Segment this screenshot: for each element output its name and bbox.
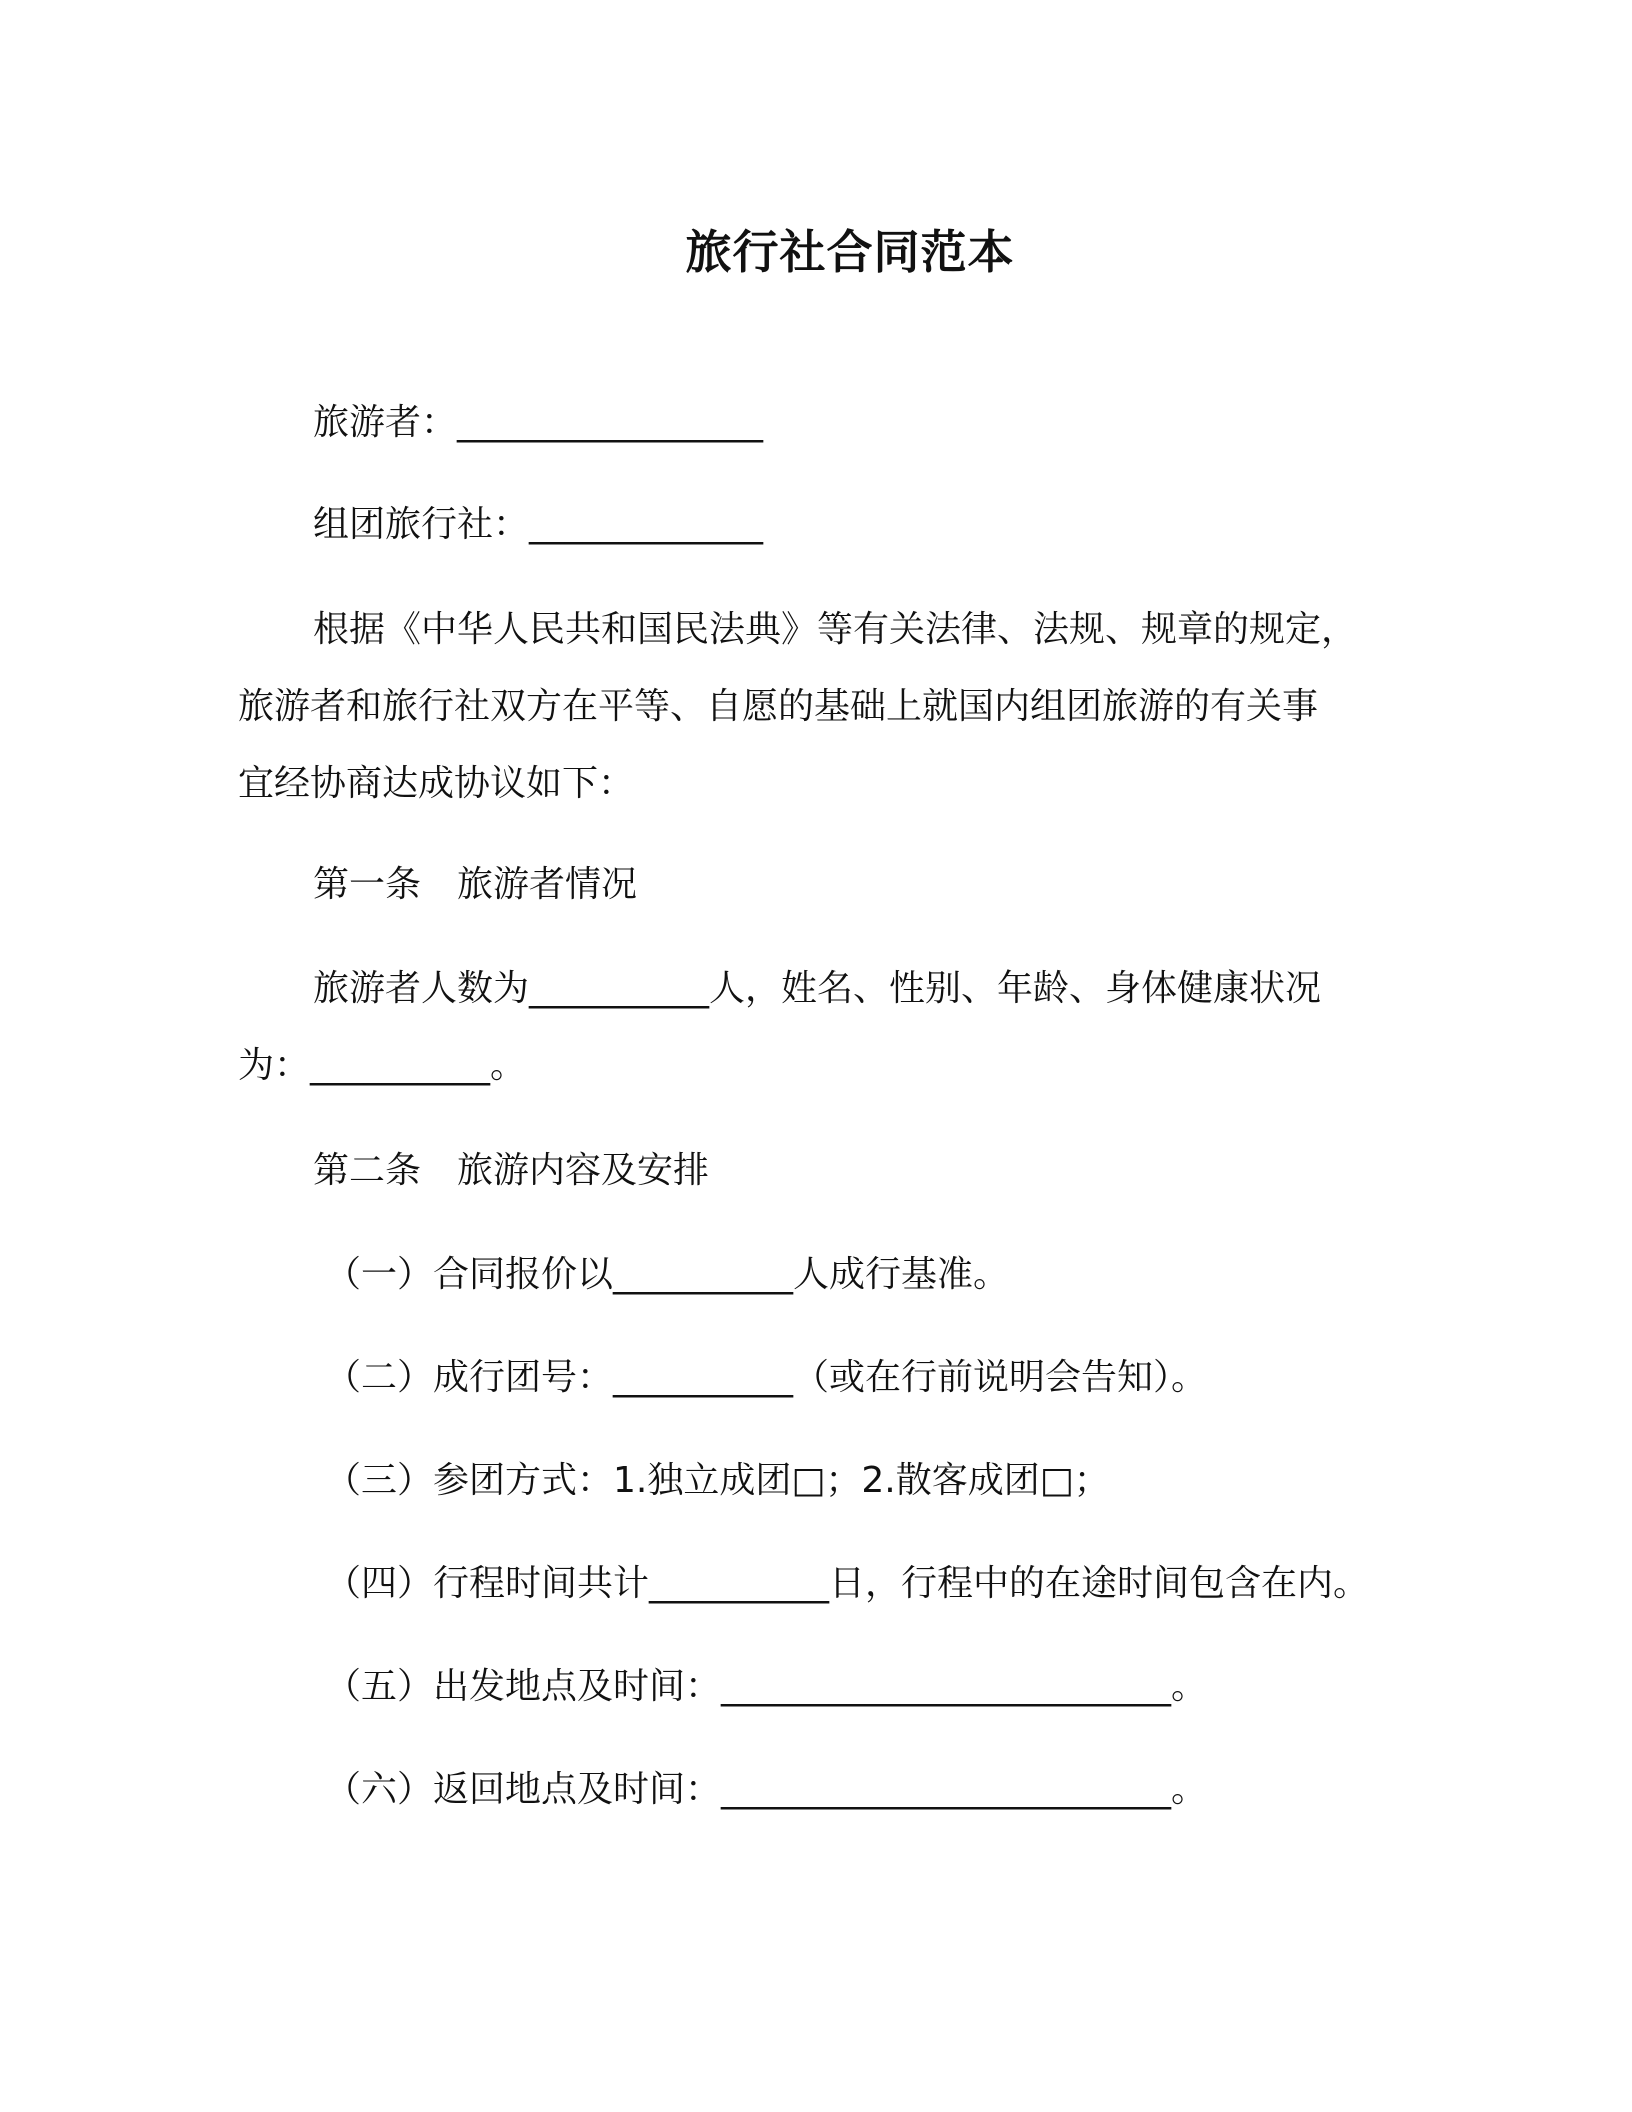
article-1-line-1: 旅游者人数为__________人，姓名、性别、年龄、身体健康状况: [313, 968, 1322, 1009]
clause-2: （二）成行团号：__________（或在行前说明会告知）。: [325, 1357, 1208, 1398]
preamble-line-2: 旅游者和旅行社双方在平等、自愿的基础上就国内组团旅游的有关事: [238, 686, 1319, 727]
article-1-line-2: 为：__________。: [238, 1045, 527, 1086]
clause-3: （三）参团方式：1.独立成团□；2.散客成团□；: [325, 1460, 1110, 1501]
document-title: 旅行社合同范本: [685, 225, 1015, 279]
preamble-line-1: 根据《中华人民共和国民法典》等有关法律、法规、规章的规定，: [313, 609, 1358, 650]
clause-1: （一）合同报价以__________人成行基准。: [325, 1254, 1010, 1295]
tourist-name-field: 旅游者：_________________: [313, 402, 764, 443]
clause-5: （五）出发地点及时间：_________________________。: [325, 1666, 1208, 1707]
travel-agency-field: 组团旅行社：_____________: [313, 504, 764, 545]
clause-6: （六）返回地点及时间：_________________________。: [325, 1769, 1208, 1810]
article-2-heading: 第二条 旅游内容及安排: [313, 1150, 710, 1191]
clause-4: （四）行程时间共计__________日，行程中的在途时间包含在内。: [325, 1563, 1370, 1604]
preamble-line-3: 宜经协商达成协议如下：: [238, 763, 635, 804]
article-1-heading: 第一条 旅游者情况: [313, 864, 638, 905]
